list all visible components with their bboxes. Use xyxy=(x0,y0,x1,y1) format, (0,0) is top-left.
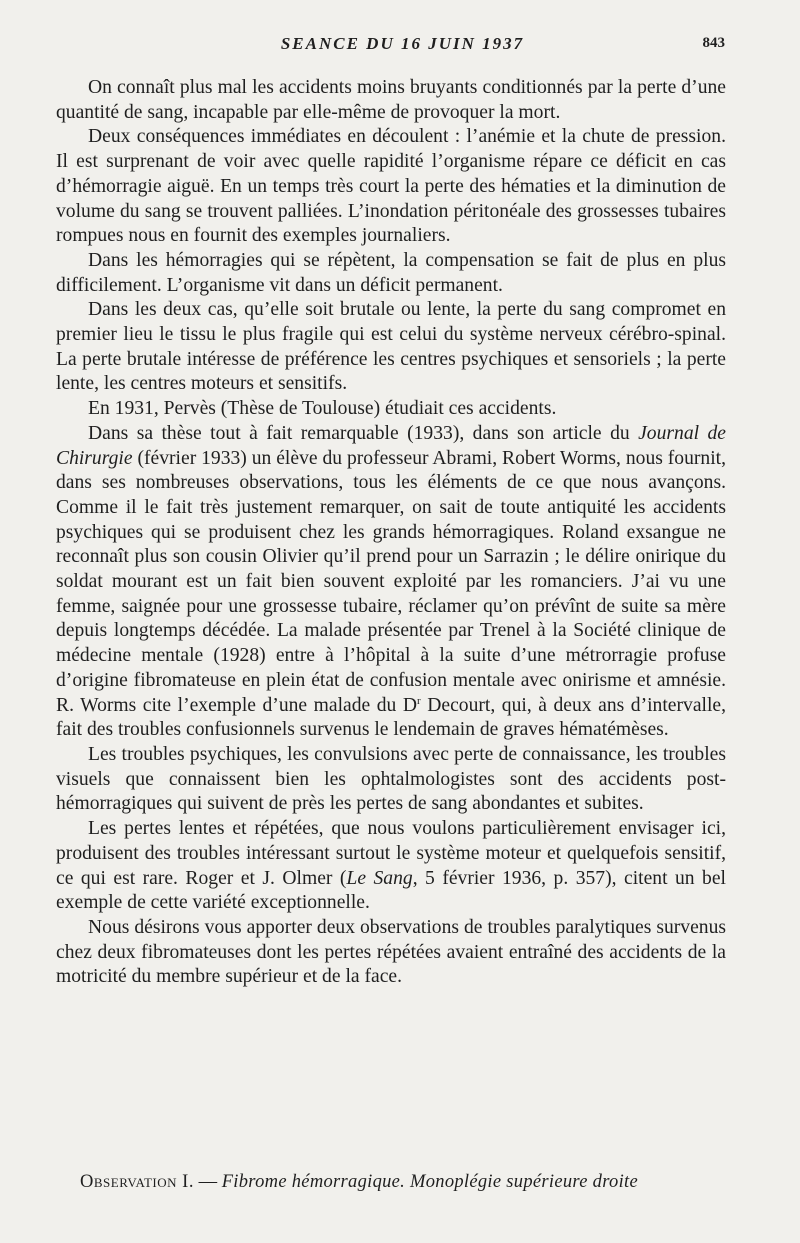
paragraph-6 xyxy=(56,422,726,743)
doctor-superscript: r xyxy=(417,694,421,707)
paragraph-8 xyxy=(56,817,726,916)
journal-title: Journal de Chirurgie xyxy=(56,422,726,469)
observation-title: Fibrome hémorragique. Monoplégie supérieure droite xyxy=(221,1172,638,1192)
paragraph-8-part-a: Les pertes lentes et répétées, que nous voulons particulièrement envisager ici, produisent des troubles intéressant surtout le système moteur et quelquefois sensitif, ce qui est rare. Roger et J. Olmer ( xyxy=(56,818,726,889)
page-header xyxy=(80,34,725,60)
observation-heading xyxy=(80,1170,726,1194)
paragraph-2: Deux conséquences immédiates en découlent : l’anémie et la chute de pression. Il est surprenant de voir avec quelle rapidité l’organisme répare ce déficit en cas d’hémorragie aiguë. En un temps très court la perte des hématies et la diminution de volume du sang se trouvent palliées. L’inondation péritonéale des grossesses tubaires rompues nous en fournit des exemples journaliers. xyxy=(56,126,726,247)
paragraph-9: Nous désirons vous apporter deux observations de troubles paralytiques survenus chez deux fibromateuses dont les pertes répétées avaient entraîné des accidents de la motricité du membre supérieur et de la face. xyxy=(56,916,726,988)
page-number: 843 xyxy=(702,35,725,51)
paragraph-7: Les troubles psychiques, les convulsions avec perte de connaissance, les troubles visuels que connaissent bien les ophtalmologistes sont des accidents post-hémorragiques qui suivent de près les pertes de sang abondantes et subites. xyxy=(56,743,726,815)
paragraph-3: Dans les hémorragies qui se répètent, la compensation se fait de plus en plus difficilement. L’organisme vit dans un déficit permanent. xyxy=(56,249,726,296)
paragraph-4: Dans les deux cas, qu’elle soit brutale ou lente, la perte du sang compromet en premier lieu le tissu le plus fragile qui est celui du système nerveux cérébro-spinal. La perte brutale intéresse de préférence les centres psychiques et sensoriels ; la perte lente, les centres moteurs et sensitifs. xyxy=(56,299,726,395)
paragraph-6-part-a: Dans sa thèse tout à fait remarquable (1933), dans son article du xyxy=(88,422,639,444)
observation-dash: — xyxy=(193,1172,222,1192)
paragraph-5: En 1931, Pervès (Thèse de Toulouse) étudiait ces accidents. xyxy=(88,398,557,420)
running-title: SEANCE DU 16 JUIN 1937 xyxy=(280,34,525,53)
observation-label: Observation I. xyxy=(80,1172,194,1192)
reference-title: Le Sang xyxy=(346,867,413,889)
body-text xyxy=(56,76,726,990)
paragraph-8-part-b: , 5 février 1936, p. 357), citent un bel exemple de cette variété exceptionnelle. xyxy=(56,867,726,914)
paragraph-6-part-c: Decourt, qui, à deux ans d’intervalle, fait des troubles confusionnels survenus le lendemain de graves hématémèses. xyxy=(56,694,726,741)
paragraph-1: On connaît plus mal les accidents moins bruyants conditionnés par la perte d’une quantité de sang, incapable par elle-même de provoquer la mort. xyxy=(56,77,726,123)
paragraph-6-part-b: (février 1933) un élève du professeur Abrami, Robert Worms, nous fournit, dans ses nombreuses observations, tous les éléments de ce que nous avançons. Comme il le fait très justement remarquer, on sait de toute antiquité les accidents psychiques qui se produisent chez les grands hémorragiques. Roland exsangue ne reconnaît plus son cousin Olivier qu’il prend pour un Sarrazin ; le délire onirique du soldat mourant est un fait bien souvent exploité par les romanciers. J’ai vu une femme, saignée pour une grossesse tubaire, réclamer qu’on prévînt de suite sa mère depuis longtemps décédée. La malade présentée par Trenel à la Société clinique de médecine mentale (1928) entre à l’hôpital à la suite d’une métrorragie profuse d’origine fibromateuse en plein état de confusion mentale avec onirisme et amnésie. R. Worms cite l’exemple d’une malade du D xyxy=(56,447,726,716)
